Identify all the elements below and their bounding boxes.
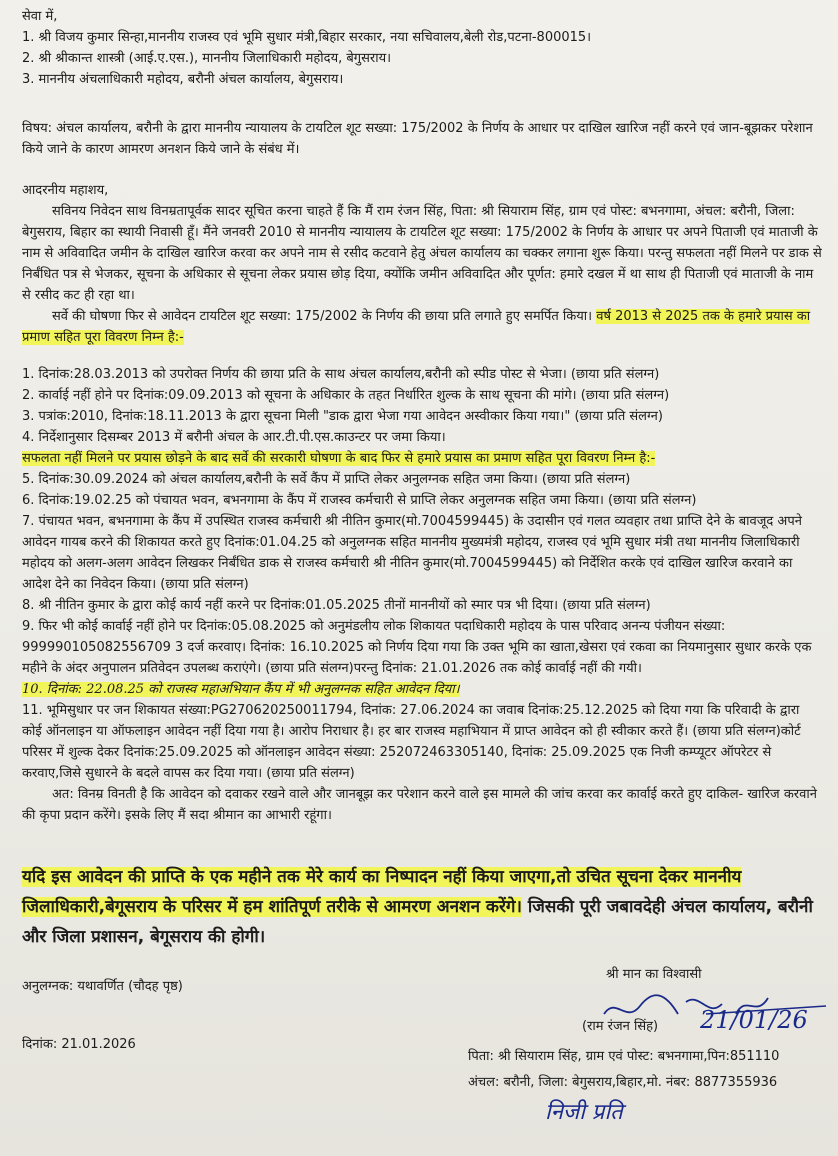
- list-item: 5. दिनांक:30.09.2024 को अंचल कार्यालय,बरौनी के सर्वे कैंप में प्राप्ति लेकर अनुलग्नक सहित जमा किया। (छाया प्रति संलग्न): [22, 472, 631, 487]
- list-item: 7. पंचायत भवन, बभनगामा के कैंप में उपस्थित राजस्व कर्मचारी श्री नीतिन कुमार(मो.7004599445) के उदासीन एवं गलत व्यवहार तथा प्राप्ति देने के बावजूद अपने आवेदन गायब करने की शिकायत करते हुए दिनांक:01.04.25 को अनुलग्नक सहित माननीय मुख्यमंत्री महोदय, राजस्व एवं भूमि सुधार मंत्री तथा माननीय जिलाधिकारी महोदय को अलग-अलग आवेदन लिखकर निर्बंधित डाक से राजस्व कर्मचारी श्री नीतिन कुमार(मो.7004599445) को निर्देशित करके एवं दाखिल खारिज करवाने का आदेश देने का निवेदन किया। (छाया प्रति संलग्न): [22, 514, 802, 592]
- request-paragraph: अत: विनम्र विनती है कि आवेदन को दवाकर रखने वाले और जानबूझ कर परेशान करने वाले इस मामले की जांच करवा कर कार्वाई करते हुए दाकिल- खारिज करवाने की कृपा प्रदान करेंगे। इसके लिए मैं सदा श्रीमान का आभारी रहूंगा।: [22, 787, 817, 823]
- address-line-1: पिता: श्री सियाराम सिंह, ग्राम एवं पोस्ट: बभनगामा,पिन:851110: [468, 1049, 780, 1064]
- signature-date: 21/01/26: [700, 1006, 808, 1034]
- addressee-3: 3. माननीय अंचलाधिकारी महोदय, बरौनी अंचल कार्यालय, बेगुसराय।: [22, 72, 344, 87]
- section-heading-2: [22, 448, 822, 469]
- list-item: 8. श्री नीतिन कुमार के द्वारा कोई कार्य नहीं करने पर दिनांक:01.05.2025 तीनों माननीयों को स्मार पत्र भी दिया। (छाया प्रति संलग्न): [22, 598, 651, 613]
- list-item: 11. भूमिसुधार पर जन शिकायत संख्या:PG270620250011794, दिनांक: 27.06.2024 का जवाब दिनांक:25.12.2025 को दिया गया कि परिवादी के द्वारा कोई ऑनलाइन या ऑफलाइन आवेदन नहीं दिया गया है। आरोप निराधार है। हर बार राजस्व महाभियान में प्राप्त आवेदन को ही स्वीकार करते हैं। (छाया प्रति संलग्न)कोर्ट परिसर में शुल्क देकर दिनांक:25.09.2025 को ऑनलाइन आवेदन संख्या: 252072463305140, दिनांक: 25.09.2025 एक निजी कम्प्यूटर ऑपरेटर से करवाए,जिसे सुधारने के बदले वापस कर दिया गया। (छाया प्रति संलग्न): [22, 703, 801, 781]
- addressee-2: 2. श्री श्रीकान्त शास्त्री (आई.ए.एस.), माननीय जिलाधिकारी महोदय, बेगुसराय।: [22, 51, 392, 66]
- list-item: 6. दिनांक:19.02.25 को पंचायत भवन, बभनगामा के कैंप में राजस्व कर्मचारी से प्राप्ति लेकर अनुलग्नक सहित जमा किया। (छाया प्रति संलग्न): [22, 493, 697, 508]
- list-item: 4. निर्देशानुसार दिसम्बर 2013 में बरौनी अंचल के आर.टी.पी.एस.काउन्टर पर जमा किया।: [22, 430, 446, 445]
- list-item: 3. पत्रांक:2010, दिनांक:18.11.2013 के द्वारा सूचना मिली "डाक द्वारा भेजा गया आवेदन अस्वीकार किया गया।" (छाया प्रति संलग्न): [22, 409, 663, 424]
- heading-2-highlight: सफलता नहीं मिलने पर प्रयास छोड़ने के बाद सर्वे की सरकारी घोषणा के बाद फिर से हमारे प्रयास का प्रमाण सहित पूरा विवरण निम्न है:-: [22, 451, 656, 466]
- salutation-to: सेवा में,: [22, 9, 58, 24]
- sign-off: श्री मान का विश्वासी: [606, 967, 702, 982]
- handwritten-note: 10. दिनांक: 22.08.25 को राजस्व महाअभियान कैंप में भी अनुलग्नक सहित आवेदन दिया।: [22, 682, 460, 697]
- intro-paragraph: सविनय निवेदन साथ विनम्रतापूर्वक सादर सूचित करना चाहते हैं कि मैं राम रंजन सिंह, पिता: श्री सियाराम सिंह, ग्राम एवं पोस्ट: बभनगामा, अंचल: बरौनी, जिला: बेगुसराय, बिहार का स्थायी निवासी हूँ। मैंने जनवरी 2010 से माननीय न्यायालय के टायटिल शूट सख्या: 175/2002 के निर्णय के आधार पर अपने पिताजी एवं माताजी के नाम से अविवादित जमीन के दाखिल खारिज करवा कर अपने नाम से रसीद कटवाने हेतु अंचल कार्यालय का चक्कर लगाना शुरू किया। परन्तु सफलता नहीं मिलने पर डाक से निर्बंधित पत्र से भेजकर, सूचना के अधिकार से सूचना लेकर प्रयास छोड़ दिया, क्योंकि जमीन अविवादित और पूर्णत: हमारे दखल में था साथ ही पिताजी एवं माताजी के नाम से रसीद कट ही रहा था।: [22, 204, 822, 303]
- subject-text: विषय: अंचल कार्यालय, बरौनी के द्वारा माननीय न्यायालय के टायटिल शूट सख्या: 175/2002 के निर्णय के आधार पर दाखिल खारिज नहीं करने एवं जान-बूझकर परेशान किये जाने के कारण आमरण अनशन किये जाने के संबंध में।: [22, 121, 813, 157]
- enclosure: अनुलग्नक: यथावर्णित (चौदह पृष्ठ): [22, 979, 183, 994]
- addressee-1: 1. श्री विजय कुमार सिन्हा,माननीय राजस्व एवं भूमि सुधार मंत्री,बिहार सरकार, नया सचिवालय,बेली रोड,पटना-800015।: [22, 30, 592, 45]
- list-item: 2. कार्वाई नहीं होने पर दिनांक:09.09.2013 को सूचना के अधिकार के तहत निर्धारित शुल्क के साथ सूचना की मांगे। (छाया प्रति संलग्न): [22, 388, 670, 403]
- greeting: आदरनीय महाशय,: [22, 183, 109, 198]
- body-intro: [22, 180, 822, 348]
- address-line-2: अंचल: बरौनी, जिला: बेगुसराय,बिहार,मो. नंबर: 8877355936: [468, 1075, 778, 1090]
- handwritten-self: निजी प्रति: [545, 1100, 623, 1125]
- list-item: 9. फिर भी कोई कार्वाई नहीं होने पर दिनांक:05.08.2025 को अनुमंडलीय लोक शिकायत पदाधिकारी महोदय के पास परिवाद अनन्य पंजीयन संख्या: 999990105082556709 3 दर्ज करवाए। दिनांक: 16.10.2025 को निर्णय दिया गया कि उक्त भूमि का खाता,खेसरा एवं रकवा का नियमानुसार सुधार करके एक महीने के अंदर अनुपालन प्रतिवेदन उपलब्ध कराएंगे। (छाया प्रति संलग्न)परन्तु दिनांक: 21.01.2026 तक कोई कार्वाई नहीं की गयी।: [22, 619, 812, 676]
- list-item: [22, 679, 822, 700]
- warning-text: [22, 862, 822, 952]
- survey-paragraph: [22, 306, 822, 348]
- survey-text: सर्वे की घोषणा फिर से आवेदन टायटिल शूट सख्या: 175/2002 के निर्णय की छाया प्रति लगाते हुए समर्पित किया।: [52, 309, 593, 324]
- date: दिनांक: 21.01.2026: [22, 1037, 136, 1052]
- signer-name: (राम रंजन सिंह): [582, 1019, 659, 1034]
- warning-highlight: यदि इस आवेदन की प्राप्ति के एक महीने तक मेरे कार्य का निष्पादन नहीं किया जाएगा,तो उचित सूचना देकर माननीय जिलाधिकारी,बेगूसराय के परिसर में हम शांतिपूर्ण तरीके से आमरण अनशन करेंगे।: [22, 867, 742, 917]
- subject: [22, 118, 822, 160]
- warning-block: [22, 862, 822, 952]
- survey-highlight: वर्ष 2013 से 2025 तक के हमारे प्रयास का प्रमाण सहित पूरा विवरण निम्न है:-: [22, 309, 811, 345]
- addressees: [22, 6, 822, 90]
- list-item: 1. दिनांक:28.03.2013 को उपरोक्त निर्णय की छाया प्रति के साथ अंचल कार्यालय,बरौनी को स्पीड पोस्ट से भेजा। (छाया प्रति संलग्न): [22, 367, 660, 382]
- efforts-list-1: [22, 364, 822, 826]
- warning-rest: जिसकी पूरी जबावदेही अंचल कार्यालय, बरौनी और जिला प्रशासन, बेगूसराय की होगी।: [22, 897, 813, 947]
